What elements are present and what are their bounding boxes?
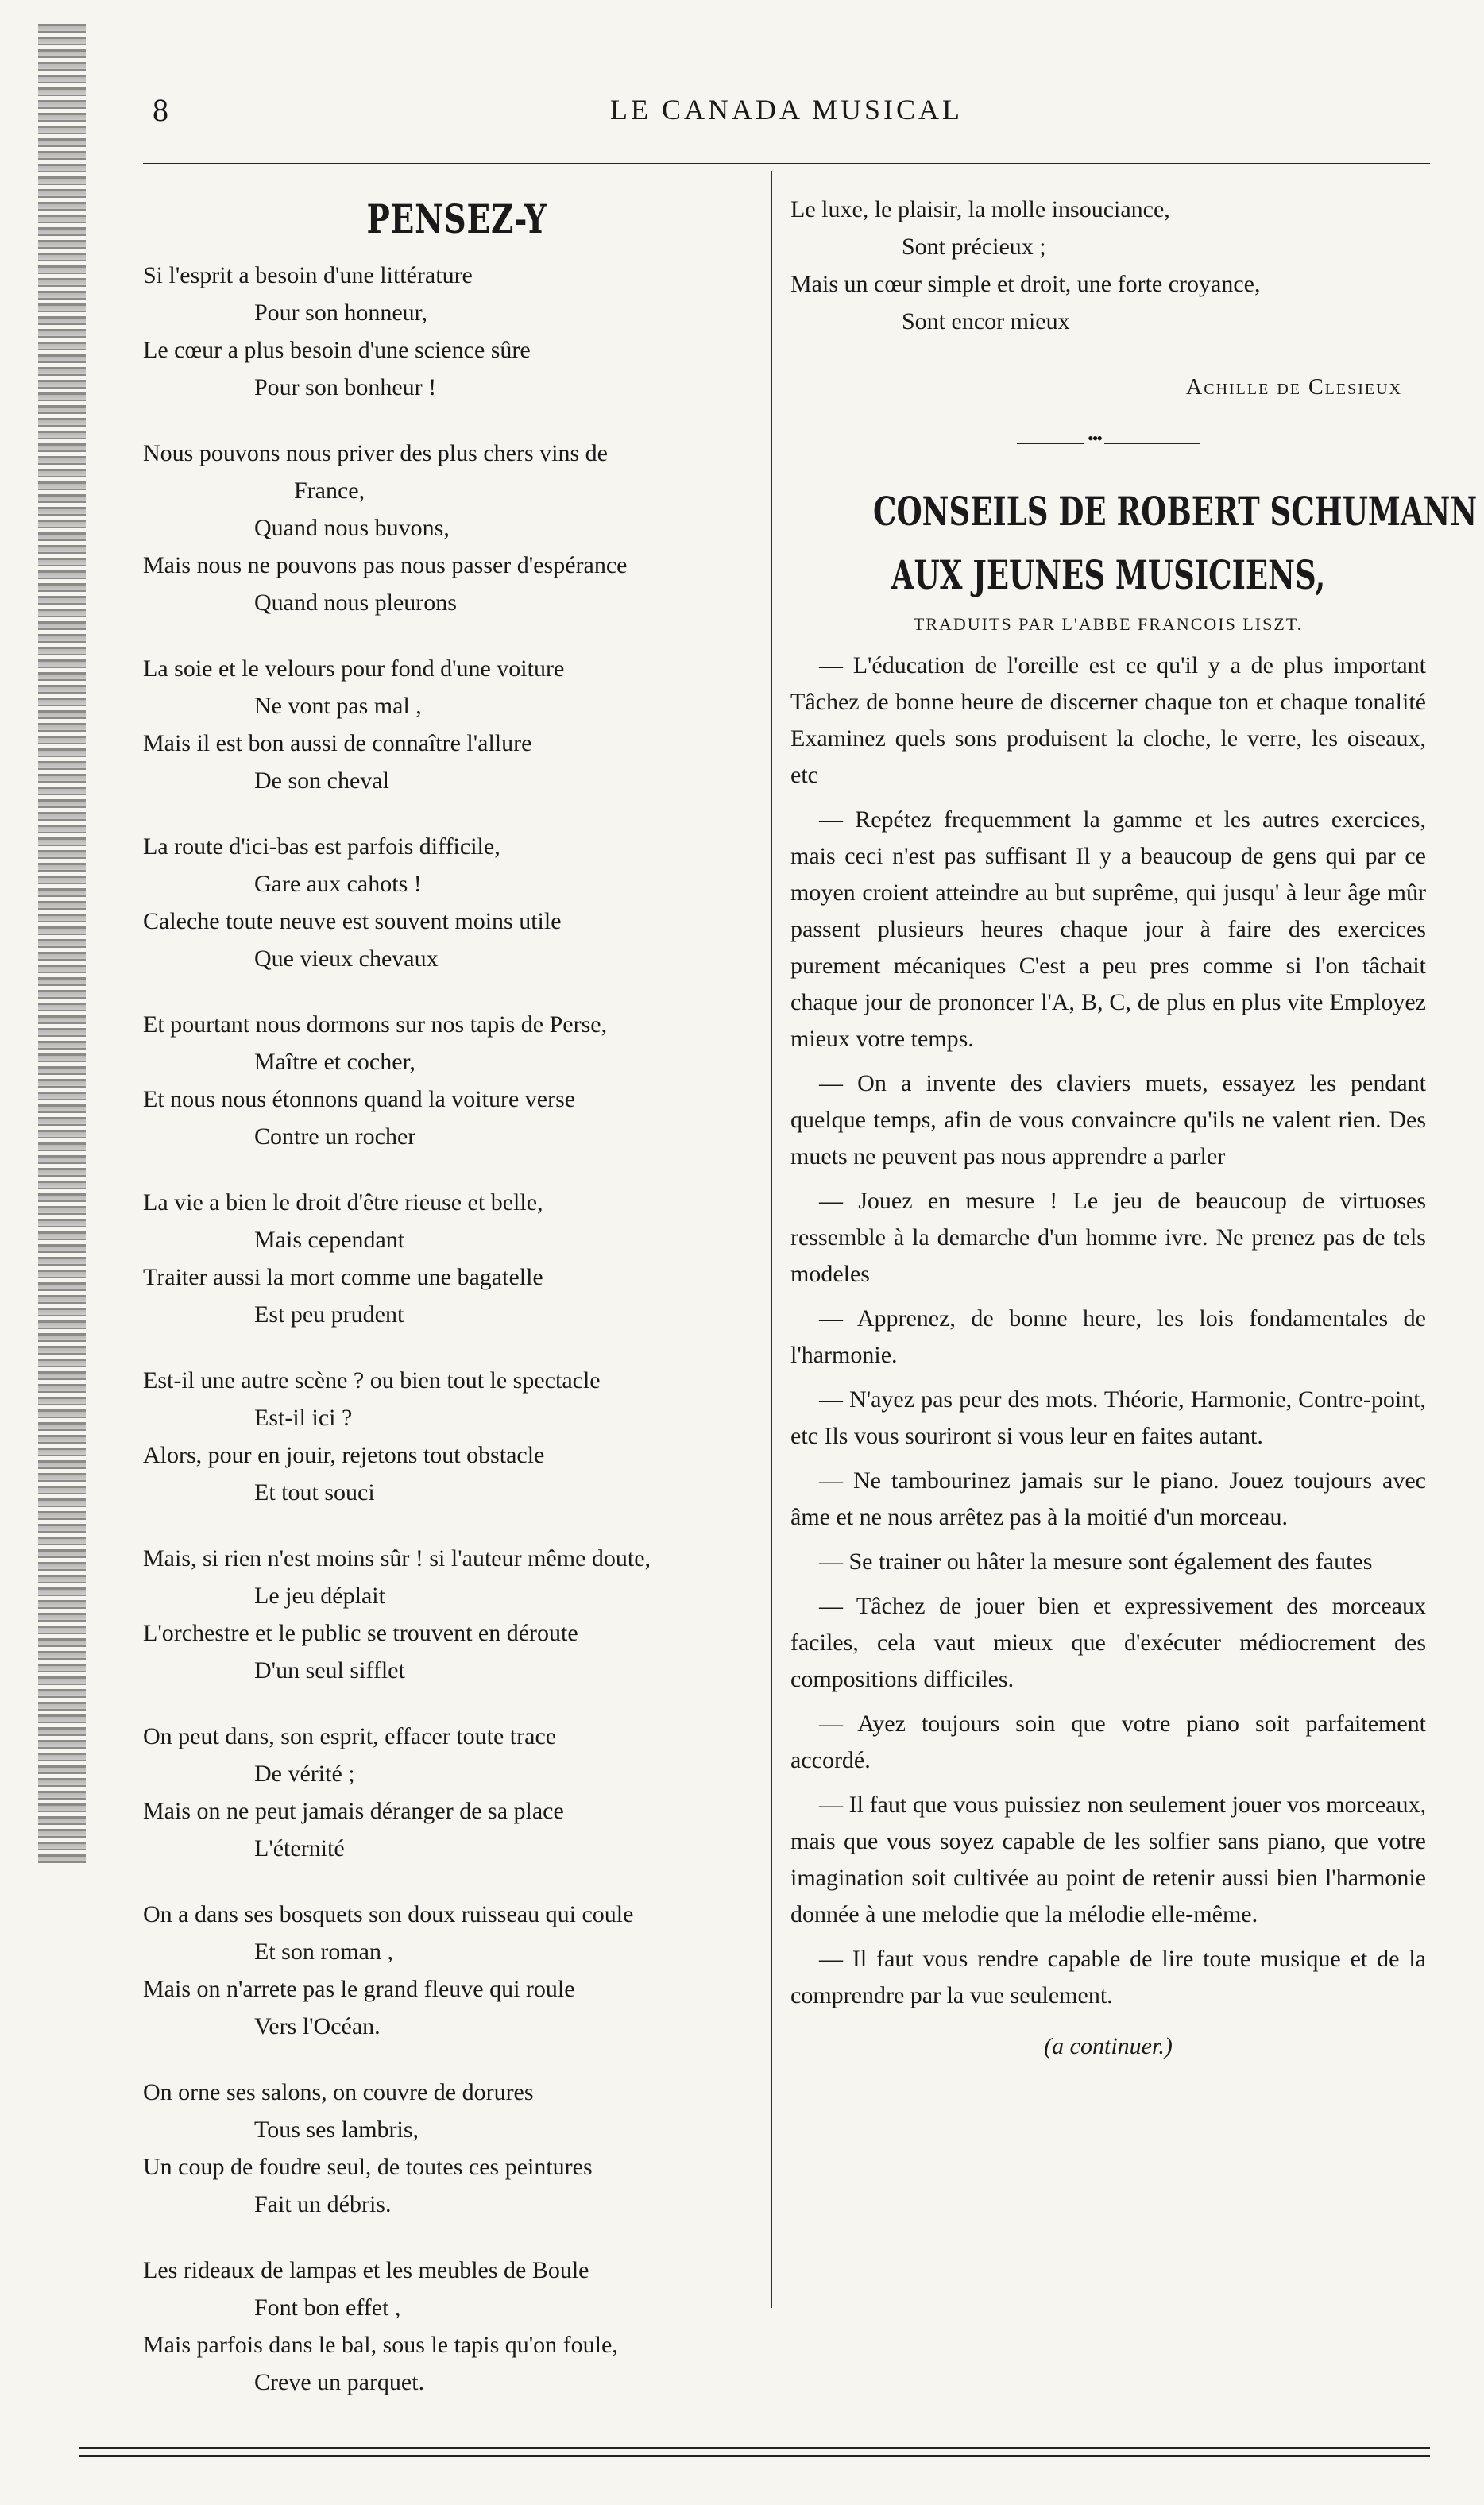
bottom-rule bbox=[79, 2447, 1430, 2457]
right-column bbox=[790, 191, 1478, 2060]
poem-body bbox=[143, 257, 771, 2401]
poem-stanza bbox=[143, 1362, 771, 1511]
article-paragraph: — Tâchez de jouer bien et expressivement des morceaux faciles, cela vaut mieux que d'exécuter médiocrement des compositions difficiles. bbox=[790, 1593, 1426, 1692]
poem-line: Quand nous pleurons bbox=[254, 590, 457, 616]
poem-line: Et son roman , bbox=[254, 1939, 393, 1965]
left-column bbox=[143, 191, 771, 2430]
poem-stanza bbox=[143, 435, 771, 621]
poem-line: Mais parfois dans le bal, sous le tapis qu'on foule, bbox=[143, 2332, 618, 2358]
poem-line: Pour son honneur, bbox=[254, 300, 427, 326]
poem-line: D'un seul sifflet bbox=[254, 1657, 405, 1684]
poem-line: Le jeu déplait bbox=[254, 1583, 385, 1609]
poem-line: Et nous nous étonnons quand la voiture verse bbox=[143, 1086, 576, 1112]
poem-line: Et tout souci bbox=[254, 1479, 375, 1506]
poem-line: On a dans ses bosquets son doux ruisseau qui coule bbox=[143, 1901, 634, 1927]
poem-line: Si l'esprit a besoin d'une littérature bbox=[143, 262, 473, 288]
header-rule bbox=[143, 163, 1430, 164]
poem-line: On orne ses salons, on couvre de dorures bbox=[143, 2079, 534, 2105]
poem-line: Et pourtant nous dormons sur nos tapis de Perse, bbox=[143, 1011, 608, 1038]
poem-line: Creve un parquet. bbox=[254, 2369, 425, 2395]
poem-stanza bbox=[143, 828, 771, 977]
poem-stanza bbox=[143, 650, 771, 799]
poem-line: Ne vont pas mal , bbox=[254, 693, 422, 719]
article-body bbox=[790, 648, 1426, 2014]
poem-line: Traiter aussi la mort comme une bagatelle bbox=[143, 1264, 543, 1290]
poem-signature: Achille de Clesieux bbox=[1186, 375, 1402, 400]
poem-line: Mais cependant bbox=[254, 1227, 405, 1253]
poem-line: Le cœur a plus besoin d'une science sûre bbox=[143, 337, 531, 363]
column-divider bbox=[771, 171, 772, 2308]
article-paragraph: — N'ayez pas peur des mots. Théorie, Harmonie, Contre-point, etc Ils vous souriront si vous leur en faites autant. bbox=[790, 1386, 1426, 1449]
poem-line: Le luxe, le plaisir, la molle insouciance, bbox=[790, 196, 1170, 222]
poem-stanza bbox=[143, 1540, 771, 1689]
page-number: 8 bbox=[153, 92, 168, 128]
poem-stanza bbox=[143, 1006, 771, 1155]
article-paragraph: — Repétez frequemment la gamme et les autres exercices, mais ceci n'est pas suffisant Il y a beaucoup de gens qui par ce moyen croient atteindre au but suprême, qui jusqu' à leur âge mûr passent plusieurs heures chaque jour à faire des exercices purement mécaniques C'est a peu pres comme si l'on tâchait chaque jour de prononcer l'A, B, C, de plus en plus vite Employez mieux votre temps. bbox=[790, 806, 1426, 1052]
ornament-rule bbox=[1017, 438, 1200, 449]
poem-line: La soie et le velours pour fond d'une voiture bbox=[143, 655, 565, 682]
poem-stanza bbox=[143, 257, 771, 406]
poem-line: Un coup de foudre seul, de toutes ces peintures bbox=[143, 2154, 593, 2180]
article-title-line1: CONSEILS DE ROBERT SCHUMANN bbox=[873, 488, 1478, 535]
poem-line: Mais nous ne pouvons pas nous passer d'espérance bbox=[143, 552, 628, 578]
poem-line: Gare aux cahots ! bbox=[254, 871, 422, 897]
poem-stanza bbox=[143, 1718, 771, 1867]
poem-line: Mais, si rien n'est moins sûr ! si l'auteur même doute, bbox=[143, 1545, 651, 1571]
page-header bbox=[143, 83, 1430, 131]
poem-line: Est-il une autre scène ? ou bien tout le spectacle bbox=[143, 1367, 601, 1394]
poem-line: Quand nous buvons, bbox=[254, 515, 450, 541]
article-paragraph: — On a invente des claviers muets, essayez les pendant quelque temps, afin de vous convaincre qu'ils ne valent rien. Des muets ne peuvent pas nous apprendre a parler bbox=[790, 1070, 1426, 1169]
article-paragraph: — Ne tambourinez jamais sur le piano. Jouez toujours avec âme et ne nous arrêtez pas à la moitié d'un morceau. bbox=[790, 1467, 1426, 1530]
article-paragraph: — L'éducation de l'oreille est ce qu'il y a de plus important Tâchez de bonne heure de discerner chaque ton et chaque tonalité Examinez quels sons produisent la cloche, le verre, les oiseaux, etc bbox=[790, 652, 1426, 788]
poem-stanza bbox=[143, 2074, 771, 2223]
binding-margin-strip bbox=[38, 24, 102, 1867]
poem-title: PENSEZ-Y bbox=[366, 195, 547, 242]
poem-line: On peut dans, son esprit, effacer toute trace bbox=[143, 1723, 557, 1749]
poem-line: Mais un cœur simple et droit, une forte croyance, bbox=[790, 271, 1261, 297]
poem-line: Tous ses lambris, bbox=[254, 2116, 419, 2143]
article-paragraph: — Ayez toujours soin que votre piano soit parfaitement accordé. bbox=[790, 1711, 1426, 1773]
poem-line: Mais on n'arrete pas le grand fleuve qui roule bbox=[143, 1976, 575, 2002]
article-paragraph: — Il faut vous rendre capable de lire toute musique et de la comprendre par la vue seulement. bbox=[790, 1946, 1426, 2008]
poem-line: Alors, pour en jouir, rejetons tout obstacle bbox=[143, 1442, 545, 1468]
article-paragraph: — Apprenez, de bonne heure, les lois fondamentales de l'harmonie. bbox=[790, 1305, 1426, 1368]
poem-line: Mais on ne peut jamais déranger de sa place bbox=[143, 1798, 564, 1824]
poem-line: La vie a bien le droit d'être rieuse et belle, bbox=[143, 1189, 543, 1216]
poem-line: Mais il est bon aussi de connaître l'allure bbox=[143, 730, 532, 756]
article-paragraph: — Il faut que vous puissiez non seulement jouer vos morceaux, mais que vous soyez capable de les solfier sans piano, que votre imagination soit cultivée au point de retenir aussi bien l'harmonie donnée à une melodie que la mélodie elle-même. bbox=[790, 1792, 1426, 1927]
poem-line: Pour son bonheur ! bbox=[254, 374, 437, 400]
poem-line: Vers l'Océan. bbox=[254, 2013, 381, 2039]
poem-line: Font bon effet , bbox=[254, 2294, 401, 2321]
poem-line: L'éternité bbox=[254, 1835, 345, 1861]
poem-line: Sont encor mieux bbox=[902, 308, 1070, 334]
poem-line: Les rideaux de lampas et les meubles de Boule bbox=[143, 2257, 589, 2283]
article-paragraph: — Se trainer ou hâter la mesure sont également des fautes bbox=[819, 1548, 1373, 1575]
poem-line: De son cheval bbox=[254, 767, 389, 794]
poem-stanza bbox=[143, 1896, 771, 2045]
poem-line: De vérité ; bbox=[254, 1761, 355, 1787]
poem-line: Maître et cocher, bbox=[254, 1049, 415, 1075]
poem-line: L'orchestre et le public se trouvent en déroute bbox=[143, 1620, 578, 1646]
poem-line: Nous pouvons nous priver des plus chers vins de bbox=[143, 440, 608, 466]
poem-stanza bbox=[143, 2252, 771, 2401]
continuation-note: (a continuer.) bbox=[1044, 2033, 1173, 2059]
article-title-line2: AUX JEUNES MUSICIENS, bbox=[891, 551, 1326, 598]
poem-line: Sont précieux ; bbox=[902, 234, 1046, 260]
poem-line: La route d'ici-bas est parfois difficile, bbox=[143, 833, 500, 860]
poem-line: Est-il ici ? bbox=[254, 1405, 353, 1431]
poem-line: Contre un rocher bbox=[254, 1123, 416, 1150]
article-translator: TRADUITS PAR L'ABBE FRANCOIS LISZT. bbox=[913, 614, 1304, 634]
poem-continuation bbox=[790, 191, 1426, 340]
article-paragraph: — Jouez en mesure ! Le jeu de beaucoup de virtuoses ressemble à la demarche d'un homme ivre. Ne prenez pas de tels modeles bbox=[790, 1188, 1426, 1287]
poem-line: Fait un débris. bbox=[254, 2191, 392, 2217]
poem-stanza bbox=[143, 1184, 771, 1333]
poem-line: Que vieux chevaux bbox=[254, 945, 439, 972]
poem-line: France, bbox=[294, 477, 365, 504]
running-title: LE CANADA MUSICAL bbox=[609, 94, 963, 126]
poem-line: Caleche toute neuve est souvent moins utile bbox=[143, 908, 562, 934]
poem-line: Est peu prudent bbox=[254, 1301, 404, 1328]
